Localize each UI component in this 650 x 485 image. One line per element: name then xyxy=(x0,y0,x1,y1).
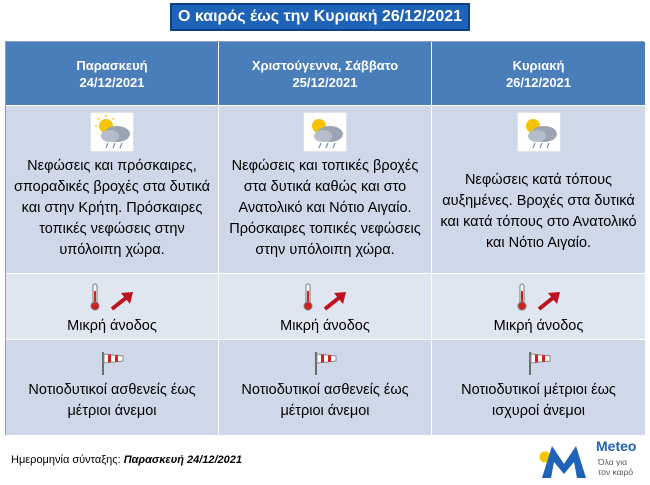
thermometer-icon xyxy=(302,282,314,312)
arrow-up-right-icon xyxy=(322,290,348,312)
temperature-cell xyxy=(6,274,219,340)
temperature-text: Μικρή άνοδος xyxy=(280,317,370,334)
page-title: Ο καιρός έως την Κυριακή 26/12/2021 xyxy=(170,3,470,31)
wind-cell xyxy=(219,340,432,436)
issue-date-value: Παρασκευή 24/12/2021 xyxy=(123,454,243,466)
windsock-icon xyxy=(99,350,125,376)
day-header xyxy=(6,42,219,106)
day-date: 26/12/2021 xyxy=(505,74,572,90)
temperature-icons xyxy=(302,280,348,312)
meteo-m-icon xyxy=(536,438,592,480)
windsock-icon xyxy=(526,350,552,376)
windsock-icon xyxy=(312,350,338,376)
temperature-cell xyxy=(432,274,645,340)
weather-cell xyxy=(6,106,219,274)
day-name: Κυριακή xyxy=(512,57,565,73)
day-header xyxy=(432,42,645,106)
thermometer-icon xyxy=(89,282,101,312)
partly-cloudy-rain-icon xyxy=(303,112,347,152)
wind-cell xyxy=(432,340,645,436)
wind-text: Νοτιοδυτικοί ασθενείς έως μέτριοι άνεμοι xyxy=(28,382,196,419)
partly-cloudy-rain-icon xyxy=(90,112,134,152)
temperature-icons xyxy=(89,280,135,312)
arrow-up-right-icon xyxy=(536,290,562,312)
temperature-text: Μικρή άνοδος xyxy=(493,317,584,334)
wind-text: Νοτιοδυτικοί ασθενείς έως μέτριοι άνεμοι xyxy=(241,382,409,419)
issue-date xyxy=(11,454,242,466)
weather-text: Νεφώσεις και τοπικές βροχές στα δυτικά καθώς και στο Ανατολικό και Νότιο Αιγαίο. Πρόσκαιρες τοπικές νεφώσεις στην υπόλοιπη χώρα. xyxy=(229,158,421,258)
thermometer-icon xyxy=(516,282,528,312)
day-name: Χριστούγεννα, Σάββατο xyxy=(251,57,399,73)
issue-date-label: Ημερομηνία σύνταξης: xyxy=(11,454,121,466)
partly-cloudy-rain-icon xyxy=(517,112,561,152)
temperature-cell xyxy=(219,274,432,340)
wind-text: Νοτιοδυτικοί μέτριοι έως ισχυροί άνεμοι xyxy=(461,382,616,419)
arrow-up-right-icon xyxy=(109,290,135,312)
day-date: 24/12/2021 xyxy=(79,74,145,90)
day-header xyxy=(219,42,432,106)
temperature-icons xyxy=(516,280,562,312)
wind-cell xyxy=(6,340,219,436)
weather-cell xyxy=(219,106,432,274)
weather-cell xyxy=(432,106,645,274)
logo-name: Meteo xyxy=(596,438,637,454)
day-name: Παρασκευή xyxy=(76,57,148,73)
meteo-logo xyxy=(536,438,646,480)
weather-text: Νεφώσεις και πρόσκαιρες, σποραδικές βροχές στα δυτικά και στην Κρήτη. Πρόσκαιρες τοπικές νεφώσεις στην υπόλοιπη χώρα. xyxy=(13,158,211,258)
forecast-table xyxy=(5,41,644,435)
day-date: 25/12/2021 xyxy=(292,74,358,90)
logo-slogan: Όλα για τον καιρό xyxy=(598,457,634,477)
weather-text: Νεφώσεις κατά τόπους αυξημένες. Βροχές στα δυτικά και κατά τόπους στο Ανατολικό και Νότιο Αιγαίο. xyxy=(440,172,637,251)
temperature-text: Μικρή άνοδος xyxy=(67,317,157,334)
